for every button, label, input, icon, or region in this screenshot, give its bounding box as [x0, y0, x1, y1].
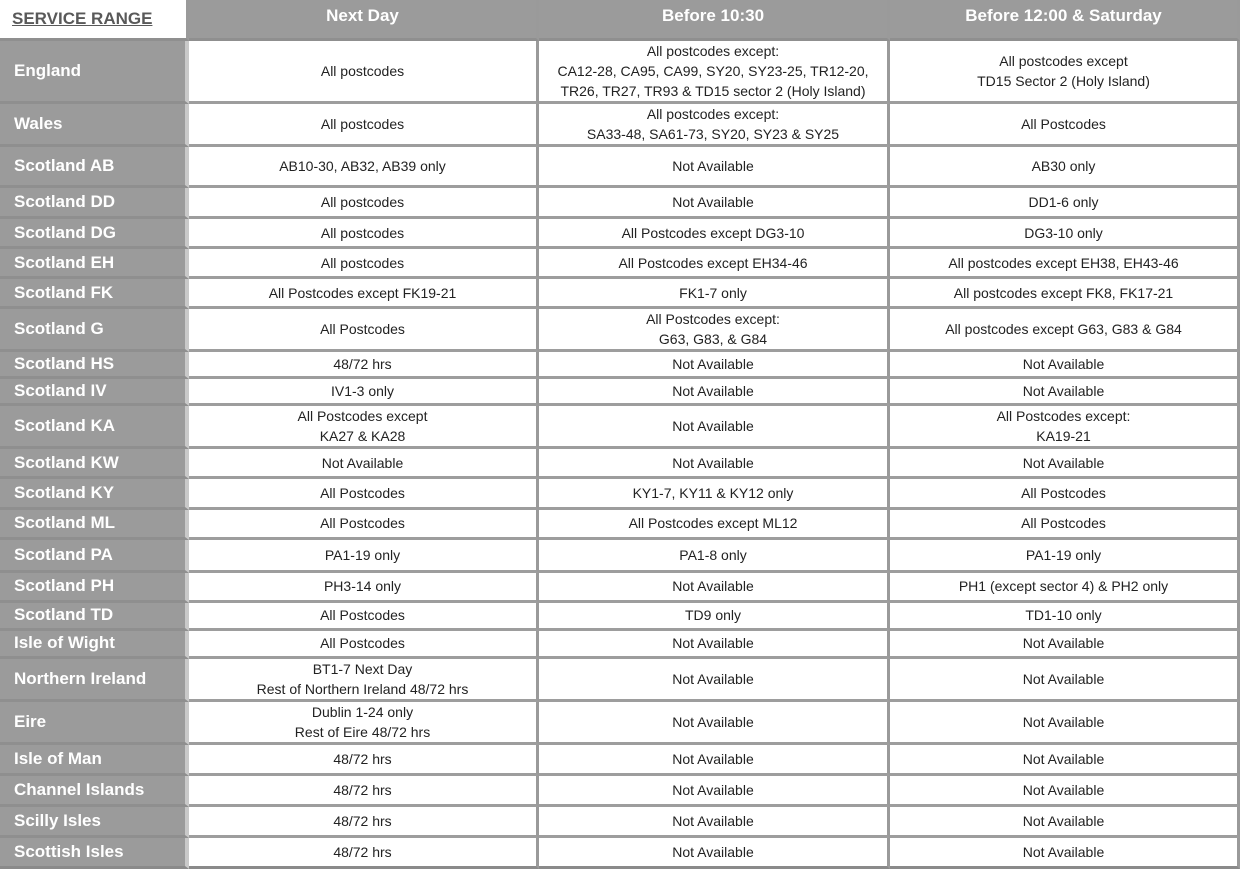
- next-day-cell: All postcodes: [189, 219, 539, 249]
- next-day-cell: All postcodes: [189, 249, 539, 279]
- before-1200-saturday-cell: TD1-10 only: [890, 603, 1240, 631]
- table-row: [0, 702, 1240, 745]
- next-day-cell: 48/72 hrs: [189, 807, 539, 838]
- before-1200-saturday-cell: Not Available: [890, 745, 1240, 776]
- next-day-cell: IV1-3 only: [189, 379, 539, 406]
- next-day-cell: PH3-14 only: [189, 573, 539, 603]
- before-1200-saturday-cell: Not Available: [890, 838, 1240, 869]
- next-day-cell: All Postcodes: [189, 479, 539, 509]
- table-row: [0, 188, 1240, 219]
- header-row: [0, 0, 1240, 41]
- table-row: [0, 603, 1240, 631]
- next-day-cell: Not Available: [189, 449, 539, 479]
- before-1200-saturday-cell: PH1 (except sector 4) & PH2 only: [890, 573, 1240, 603]
- table-row: [0, 249, 1240, 279]
- before-1030-cell: All postcodes except: CA12-28, CA95, CA99, SY20, SY23-25, TR12-20, TR26, TR27, TR93 & TD15 sector 2 (Holy Island): [539, 41, 890, 104]
- before-1200-saturday-cell: Not Available: [890, 776, 1240, 807]
- before-1030-cell: Not Available: [539, 188, 890, 219]
- before-1030-cell: Not Available: [539, 807, 890, 838]
- before-1200-saturday-cell: PA1-19 only: [890, 540, 1240, 573]
- before-1200-saturday-cell: Not Available: [890, 659, 1240, 702]
- service-range-heading: [0, 0, 189, 41]
- region-name: Scotland PH: [0, 573, 189, 603]
- region-name: Scotland KW: [0, 449, 189, 479]
- region-name: Scotland IV: [0, 379, 189, 406]
- before-1200-saturday-cell: Not Available: [890, 379, 1240, 406]
- region-name: Scotland KA: [0, 406, 189, 449]
- before-1030-cell: Not Available: [539, 573, 890, 603]
- before-1030-cell: Not Available: [539, 379, 890, 406]
- region-name: Northern Ireland: [0, 659, 189, 702]
- before-1030-cell: PA1-8 only: [539, 540, 890, 573]
- table-row: [0, 838, 1240, 869]
- table-row: [0, 510, 1240, 540]
- next-day-cell: All Postcodes except FK19-21: [189, 279, 539, 309]
- table-row: [0, 807, 1240, 838]
- table-row: [0, 219, 1240, 249]
- before-1030-cell: All postcodes except: SA33-48, SA61-73, SY20, SY23 & SY25: [539, 104, 890, 147]
- before-1200-saturday-cell: All postcodes except EH38, EH43-46: [890, 249, 1240, 279]
- before-1200-saturday-cell: Not Available: [890, 449, 1240, 479]
- region-name: Eire: [0, 702, 189, 745]
- before-1200-saturday-cell: All postcodes except G63, G83 & G84: [890, 309, 1240, 352]
- region-name: Scotland DD: [0, 188, 189, 219]
- region-name: Channel Islands: [0, 776, 189, 807]
- next-day-cell: All postcodes: [189, 188, 539, 219]
- before-1200-saturday-cell: Not Available: [890, 352, 1240, 379]
- region-name: Scotland HS: [0, 352, 189, 379]
- before-1200-saturday-cell: AB30 only: [890, 147, 1240, 188]
- before-1030-cell: Not Available: [539, 838, 890, 869]
- next-day-cell: 48/72 hrs: [189, 745, 539, 776]
- next-day-cell: 48/72 hrs: [189, 838, 539, 869]
- before-1030-cell: Not Available: [539, 776, 890, 807]
- table-row: [0, 41, 1240, 104]
- region-name: Isle of Wight: [0, 631, 189, 659]
- region-name: Scotland ML: [0, 510, 189, 540]
- before-1200-saturday-cell: All Postcodes: [890, 479, 1240, 509]
- region-name: Scotland G: [0, 309, 189, 352]
- region-name: Scotland EH: [0, 249, 189, 279]
- before-1030-cell: Not Available: [539, 659, 890, 702]
- before-1200-saturday-cell: DD1-6 only: [890, 188, 1240, 219]
- table-row: [0, 104, 1240, 147]
- before-1030-cell: TD9 only: [539, 603, 890, 631]
- region-name: Isle of Man: [0, 745, 189, 776]
- next-day-cell: BT1-7 Next Day Rest of Northern Ireland 48/72 hrs: [189, 659, 539, 702]
- before-1200-saturday-cell: All postcodes except TD15 Sector 2 (Holy Island): [890, 41, 1240, 104]
- before-1030-cell: Not Available: [539, 745, 890, 776]
- before-1030-cell: Not Available: [539, 631, 890, 659]
- next-day-cell: PA1-19 only: [189, 540, 539, 573]
- table-row: [0, 745, 1240, 776]
- next-day-cell: 48/72 hrs: [189, 352, 539, 379]
- next-day-cell: Dublin 1-24 only Rest of Eire 48/72 hrs: [189, 702, 539, 745]
- region-name: Wales: [0, 104, 189, 147]
- table-row: [0, 279, 1240, 309]
- region-name: Scotland PA: [0, 540, 189, 573]
- next-day-cell: All Postcodes: [189, 603, 539, 631]
- next-day-cell: All Postcodes except KA27 & KA28: [189, 406, 539, 449]
- column-header-before-1200-saturday: Before 12:00 & Saturday: [890, 0, 1240, 41]
- region-name: England: [0, 41, 189, 104]
- column-header-before-1030: Before 10:30: [539, 0, 890, 41]
- table-row: [0, 147, 1240, 188]
- before-1030-cell: All Postcodes except ML12: [539, 510, 890, 540]
- before-1030-cell: All Postcodes except: G63, G83, & G84: [539, 309, 890, 352]
- column-header-next-day: Next Day: [189, 0, 539, 41]
- table-row: [0, 479, 1240, 509]
- next-day-cell: 48/72 hrs: [189, 776, 539, 807]
- before-1200-saturday-cell: All Postcodes: [890, 510, 1240, 540]
- table-row: [0, 352, 1240, 379]
- before-1030-cell: All Postcodes except DG3-10: [539, 219, 890, 249]
- before-1030-cell: Not Available: [539, 449, 890, 479]
- region-name: Scotland TD: [0, 603, 189, 631]
- next-day-cell: All Postcodes: [189, 631, 539, 659]
- service-range-label: SERVICE RANGE: [12, 9, 153, 28]
- before-1030-cell: FK1-7 only: [539, 279, 890, 309]
- table-row: [0, 659, 1240, 702]
- before-1200-saturday-cell: DG3-10 only: [890, 219, 1240, 249]
- next-day-cell: All Postcodes: [189, 309, 539, 352]
- before-1030-cell: Not Available: [539, 702, 890, 745]
- before-1200-saturday-cell: Not Available: [890, 702, 1240, 745]
- before-1030-cell: Not Available: [539, 352, 890, 379]
- region-name: Scilly Isles: [0, 807, 189, 838]
- table-row: [0, 776, 1240, 807]
- region-name: Scotland AB: [0, 147, 189, 188]
- before-1200-saturday-cell: Not Available: [890, 807, 1240, 838]
- before-1200-saturday-cell: All postcodes except FK8, FK17-21: [890, 279, 1240, 309]
- next-day-cell: AB10-30, AB32, AB39 only: [189, 147, 539, 188]
- before-1030-cell: Not Available: [539, 406, 890, 449]
- next-day-cell: All Postcodes: [189, 510, 539, 540]
- table-row: [0, 540, 1240, 573]
- region-name: Scotland KY: [0, 479, 189, 509]
- region-name: Scottish Isles: [0, 838, 189, 869]
- before-1200-saturday-cell: Not Available: [890, 631, 1240, 659]
- table-row: [0, 406, 1240, 449]
- region-name: Scotland DG: [0, 219, 189, 249]
- before-1030-cell: All Postcodes except EH34-46: [539, 249, 890, 279]
- next-day-cell: All postcodes: [189, 41, 539, 104]
- table-row: [0, 449, 1240, 479]
- table-row: [0, 573, 1240, 603]
- table-row: [0, 631, 1240, 659]
- before-1200-saturday-cell: All Postcodes: [890, 104, 1240, 147]
- table-row: [0, 309, 1240, 352]
- before-1200-saturday-cell: All Postcodes except: KA19-21: [890, 406, 1240, 449]
- before-1030-cell: KY1-7, KY11 & KY12 only: [539, 479, 890, 509]
- region-name: Scotland FK: [0, 279, 189, 309]
- next-day-cell: All postcodes: [189, 104, 539, 147]
- before-1030-cell: Not Available: [539, 147, 890, 188]
- table-row: [0, 379, 1240, 406]
